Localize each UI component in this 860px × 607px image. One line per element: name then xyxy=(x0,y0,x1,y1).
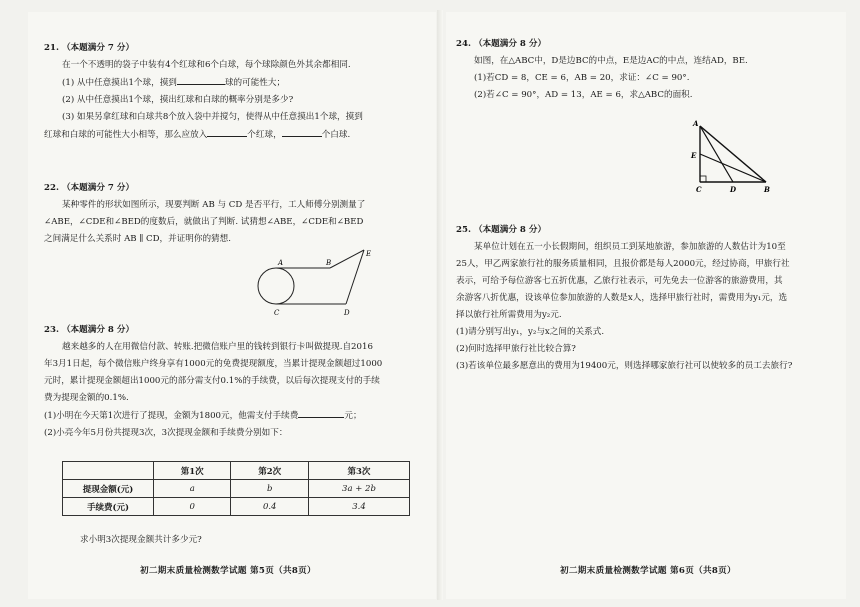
q22-label-d: D xyxy=(344,309,350,317)
q24-right-angle-mark xyxy=(700,176,706,182)
table-cell: 3.4 xyxy=(308,498,409,516)
q24-line1: 如图，在△ABC中，D是边BC的中点，E是边AC的中点，连结AD，BE. xyxy=(474,56,748,66)
table-row xyxy=(63,498,410,516)
q22-circle xyxy=(258,268,294,304)
table-cell: 提现金额(元) xyxy=(63,480,154,498)
q24-label-d: D xyxy=(730,185,737,194)
table-cell: 手续费(元) xyxy=(63,498,154,516)
q21-part3b xyxy=(44,126,430,144)
table-cell: 0.4 xyxy=(231,498,308,516)
q23-ask: 求小明3次提现金额共计多少元? xyxy=(80,535,202,545)
q23-table-header: 第1次 xyxy=(154,462,231,480)
q24-median-ad xyxy=(700,126,733,182)
q24-label-e: E xyxy=(691,151,697,160)
q23-table-header-row xyxy=(63,462,410,480)
q22-header: 22. （本题满分 7 分） xyxy=(44,183,135,193)
q21-header: 21. （本题满分 7 分） xyxy=(44,43,135,53)
q23-table-header: 第3次 xyxy=(308,462,409,480)
table-row xyxy=(63,480,410,498)
q24-part2: (2)若∠C = 90°，AD = 13，AE = 6，求△ABC的面积. xyxy=(474,90,693,100)
q24-median-be xyxy=(700,154,766,182)
q22-figure xyxy=(250,248,380,320)
q22-label-e: E xyxy=(366,250,372,258)
q23-part1 xyxy=(44,407,430,425)
q21-part1-text-b: 球的可能性大； xyxy=(224,78,286,88)
q21-blank-2 xyxy=(207,126,247,137)
q23-part1-text-b: 元； xyxy=(344,411,362,421)
q21-part3a: (3) 如果另拿红球和白球共8个放入袋中并搅匀，使得从中任意摸出1个球，摸到 xyxy=(62,112,363,122)
table-cell: b xyxy=(231,480,308,498)
q25-line4: 余游客八折优惠，设该单位参加旅游的人数是x人，选择甲旅行社时，需费用为y₁元，选 xyxy=(456,293,788,303)
q21-part3-text-c: 个红球， xyxy=(247,130,282,140)
q21-part3-text-d: 个白球. xyxy=(321,130,351,140)
q23-line4: 费为提现金额的0.1%. xyxy=(44,393,129,403)
q24-label-b: B xyxy=(764,185,770,194)
question-22 xyxy=(44,180,430,248)
q25-part2: (2)何时选择甲旅行社比较合算? xyxy=(456,344,576,354)
table-cell: 3a + 2b xyxy=(308,480,409,498)
table-cell: 0 xyxy=(154,498,231,516)
table-cell: a xyxy=(154,480,231,498)
q22-line2: ∠ABE，∠CDE和∠BED的度数后，就做出了判断. 试猜想∠ABE，∠CDE和∠BED xyxy=(44,217,364,227)
q24-header: 24. （本题满分 8 分） xyxy=(456,39,547,49)
q21-part2: (2) 从中任意摸出1个球，摸出红球和白球的概率分别是多少? xyxy=(62,95,294,105)
q25-line5: 择以旅行社所需费用为y₂元. xyxy=(456,310,562,320)
q23-line3: 元时，累计提现金额超出1000元的部分需支付0.1%的手续费，以后每次提现支付的手续 xyxy=(44,376,380,386)
q25-header: 25. （本题满分 8 分） xyxy=(456,225,547,235)
right-page-footer: 初二期末质量检测数学试题 第6页（共8页） xyxy=(560,566,736,576)
q21-blank-3 xyxy=(282,126,322,137)
q21-intro: 在一个不透明的袋子中装有4个红球和6个白球，每个球除颜色外其余都相同. xyxy=(62,60,351,70)
q21-part1-text-a: (1) 从中任意摸出1个球，摸到 xyxy=(62,78,177,88)
question-25 xyxy=(456,222,836,375)
q24-side-ab xyxy=(700,126,766,182)
question-23 xyxy=(44,322,430,442)
question-24 xyxy=(456,36,836,104)
q25-part1: (1)请分别写出y₁，y₂与x之间的关系式. xyxy=(456,327,605,337)
q25-line2: 25人，甲乙两家旅行社的服务质量相同，且报价都是每人2000元，经过协商，甲旅行社 xyxy=(456,259,790,269)
q23-table xyxy=(62,461,410,516)
q22-line3: 之间满足什么关系时 AB ∥ CD，并证明你的猜想. xyxy=(44,234,231,244)
q21-blank-1 xyxy=(177,74,225,85)
q22-line1: 某种零件的形状如图所示，现要判断 AB 与 CD 是否平行，工人师傅分别测量了 xyxy=(62,200,366,210)
q22-label-b: B xyxy=(326,259,332,267)
q24-triangle-figure xyxy=(676,118,780,194)
q23-line2: 年3月1日起，每个微信账户终身享有1000元的免费提现额度，当累计提现金额超过1000 xyxy=(44,359,383,369)
q24-label-c: C xyxy=(696,185,702,194)
q23-table-header: 第2次 xyxy=(231,462,308,480)
q25-line3: 表示，可给予每位游客七五折优惠，乙旅行社表示，可先免去一位游客的旅游费用，其 xyxy=(456,276,783,286)
q23-header: 23. （本题满分 8 分） xyxy=(44,325,135,335)
q21-part3-text-b: 红球和白球的可能性大小相等，那么应放入 xyxy=(44,130,208,140)
q23-part1-text-a: (1)小明在今天第1次进行了提现，金额为1800元，他需支付手续费 xyxy=(44,411,299,421)
q23-blank-1 xyxy=(298,407,344,418)
q21-part1 xyxy=(44,74,430,92)
page-fold xyxy=(437,10,443,600)
q22-label-a: A xyxy=(278,259,284,267)
q22-label-c: C xyxy=(274,309,280,317)
question-21 xyxy=(44,40,430,144)
q25-line1: 某单位计划在五一小长假期间，组织员工到某地旅游，参加旅游的人数估计为10至 xyxy=(474,242,786,252)
q23-line1: 越来越多的人在用微信付款、转账.把微信账户里的钱转到银行卡叫做提现.自2016 xyxy=(62,342,373,352)
q23-table-header-blank xyxy=(63,462,154,480)
q24-label-a: A xyxy=(693,119,699,128)
q25-part3: (3)若该单位最多愿意出的费用为19400元，则选择哪家旅行社可以使较多的员工去旅行? xyxy=(456,361,793,371)
q24-part1: (1)若CD = 8，CE = 6，AB = 20，求证：∠C = 90°. xyxy=(474,73,690,83)
left-page-footer: 初二期末质量检测数学试题 第5页（共8页） xyxy=(140,566,316,576)
q23-part2: (2)小亮今年5月份共提现3次，3次提现金额和手续费分别如下： xyxy=(44,428,288,438)
